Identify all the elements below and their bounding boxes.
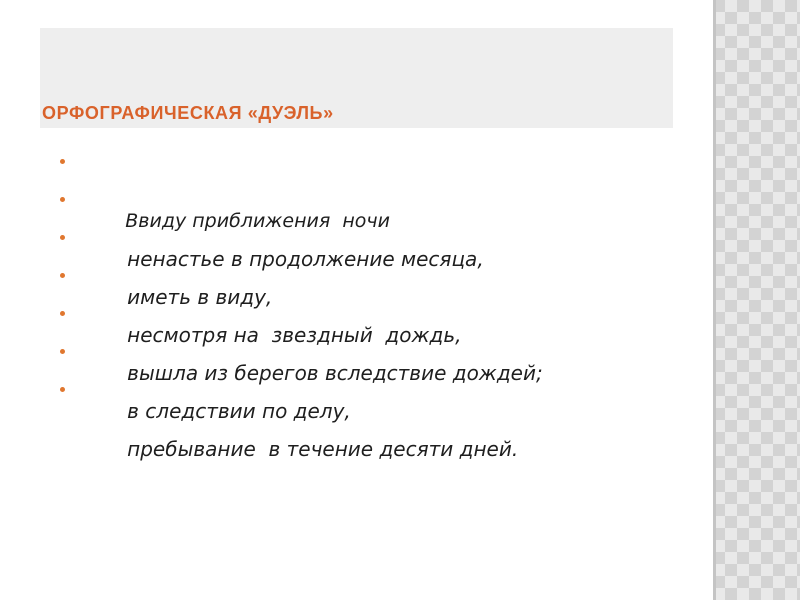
list-item-text: вышла из берегов вследствие дождей; [127,361,543,385]
bullet-icon [60,273,65,278]
bullet-icon [60,311,65,316]
bullet-icon [60,387,65,392]
list-item-text: иметь в виду, [127,285,273,309]
bullet-icon [60,349,65,354]
list-item [56,222,543,309]
bullet-list [56,146,543,461]
list-item-text: несмотря на звездный дождь, [127,323,462,347]
list-item [56,146,543,232]
bullet-icon [60,159,65,164]
decorative-side-pattern [713,0,800,600]
list-item-text: ненастье в продолжение месяца, [127,247,484,271]
list-item-text: в следствии по делу, [127,399,351,423]
list-item-text: пребывание в течение десяти дней. [127,437,519,461]
side-pattern-edge [713,0,716,600]
list-item [56,374,543,461]
bullet-icon [60,197,65,202]
list-item [56,260,543,347]
slide-title: ОРФОГРАФИЧЕСКАЯ «ДУЭЛЬ» [42,103,334,123]
list-item [56,184,543,271]
list-item [56,298,543,385]
list-item-text: Ввиду приближения ночи [125,210,390,232]
bullet-icon [60,235,65,240]
list-item [56,336,543,423]
